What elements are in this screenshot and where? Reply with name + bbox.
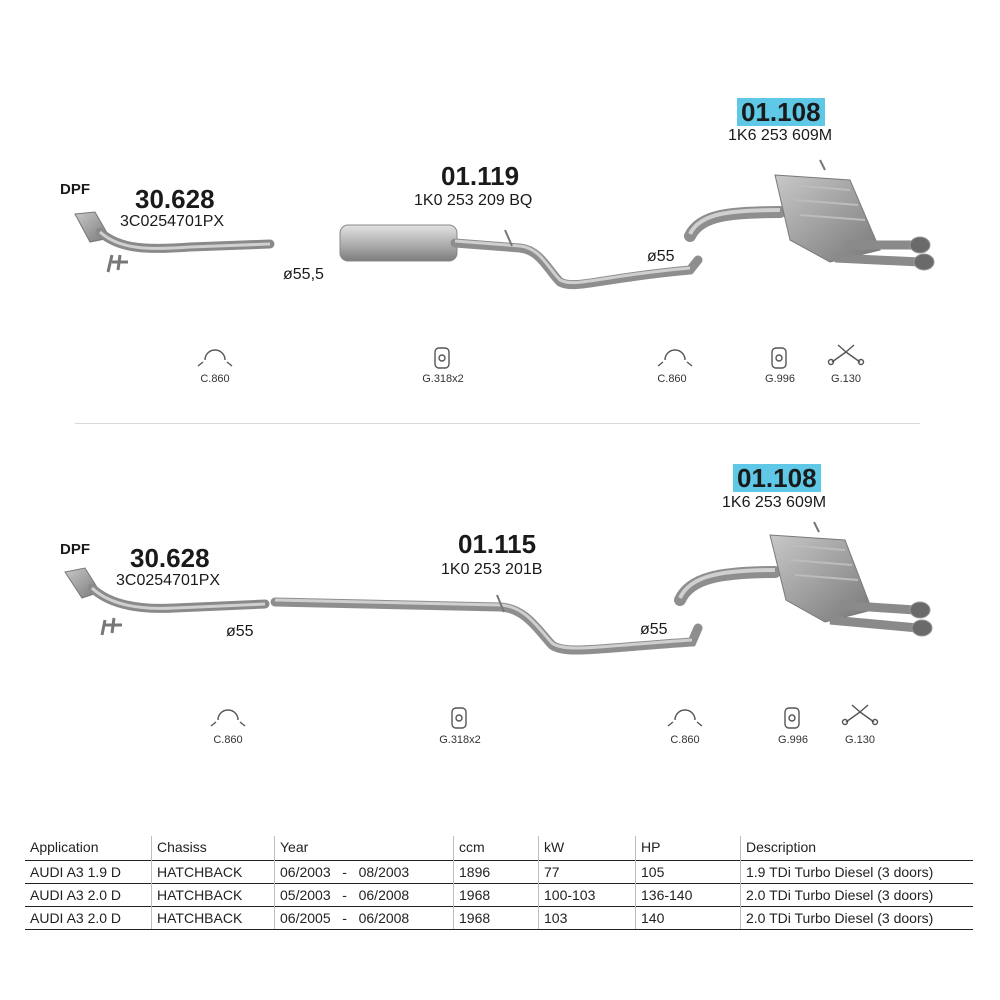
rear-silencer-01108 [680, 522, 932, 636]
cell-ccm: 1968 [454, 907, 539, 930]
part-number-highlighted: 01.108 [737, 98, 825, 126]
part-number-highlighted: 01.108 [733, 464, 821, 492]
part-number: 01.115 [458, 529, 537, 559]
table-header-row [25, 836, 973, 861]
cell-hp: 136-140 [636, 884, 741, 907]
part-number: 30.628 [135, 184, 215, 214]
accessory-code: G.130 [831, 373, 861, 385]
cell-ccm: 1896 [454, 861, 539, 884]
header-description: Description [741, 836, 974, 861]
clamp-icon-ears [198, 362, 232, 366]
cell-chassis: HATCHBACK [152, 861, 275, 884]
cell-chassis: HATCHBACK [152, 907, 275, 930]
middle-pipe-01115 [275, 595, 698, 650]
clamp-icon [205, 350, 225, 360]
diameter-label: ø55 [647, 248, 675, 265]
oem-number: 1K0 253 201B [441, 561, 543, 578]
accessory-code: G.318x2 [439, 734, 481, 746]
accessory-code: G.318x2 [422, 373, 464, 385]
table-row [25, 884, 973, 907]
part-number: 30.628 [130, 543, 210, 573]
application-table [25, 836, 973, 930]
dpf-label: DPF [60, 181, 90, 198]
middle-pipe-01119 [295, 225, 698, 285]
header-hp: HP [636, 836, 741, 861]
oem-number: 1K6 253 609M [728, 127, 833, 144]
dpf-label: DPF [60, 541, 90, 558]
diameter-label: ø55 [226, 623, 254, 640]
cell-kw: 103 [539, 907, 636, 930]
cell-kw: 77 [539, 861, 636, 884]
acc-icons-row2 [211, 705, 878, 728]
oem-number: 3C0254701PX [116, 572, 221, 589]
cell-kw: 100-103 [539, 884, 636, 907]
cell-application: AUDI A3 2.0 D [25, 907, 152, 930]
diameter-label: ø55 [640, 621, 668, 638]
accessory-code: G.996 [765, 373, 795, 385]
accessory-code: C.860 [200, 373, 230, 385]
oem-number: 3C0254701PX [120, 213, 225, 230]
diameter-label: ø55,5 [283, 266, 324, 283]
cell-chassis: HATCHBACK [152, 884, 275, 907]
acc-icons-row1 [198, 345, 864, 368]
oem-number: 1K0 253 209 BQ [414, 192, 533, 209]
cell-description: 2.0 TDi Turbo Diesel (3 doors) [741, 884, 974, 907]
header-kw: kW [539, 836, 636, 861]
header-application: Application [30, 839, 99, 855]
cell-description: 2.0 TDi Turbo Diesel (3 doors) [741, 907, 974, 930]
cell-application: AUDI A3 1.9 D [25, 861, 152, 884]
rear-silencer-01108 [690, 160, 934, 270]
cell-year: 06/2005 - 06/2008 [275, 907, 454, 930]
accessory-code: C.860 [213, 734, 243, 746]
cell-hp: 140 [636, 907, 741, 930]
accessory-code: G.130 [845, 734, 875, 746]
oem-number: 1K6 253 609M [722, 494, 827, 511]
table-row [25, 907, 973, 930]
cell-hp: 105 [636, 861, 741, 884]
table-row [25, 861, 973, 884]
section-divider [75, 423, 920, 424]
cell-year: 06/2003 - 08/2003 [275, 861, 454, 884]
header-chassis: Chasiss [152, 836, 275, 861]
cell-application: AUDI A3 2.0 D [25, 884, 152, 907]
cell-description: 1.9 TDi Turbo Diesel (3 doors) [741, 861, 974, 884]
part-number: 01.119 [441, 161, 520, 191]
accessory-code: C.860 [657, 373, 687, 385]
accessory-code: C.860 [670, 734, 700, 746]
header-ccm: ccm [454, 836, 539, 861]
header-year: Year [275, 836, 454, 861]
cell-ccm: 1968 [454, 884, 539, 907]
cell-year: 05/2003 - 06/2008 [275, 884, 454, 907]
accessory-code: G.996 [778, 734, 808, 746]
